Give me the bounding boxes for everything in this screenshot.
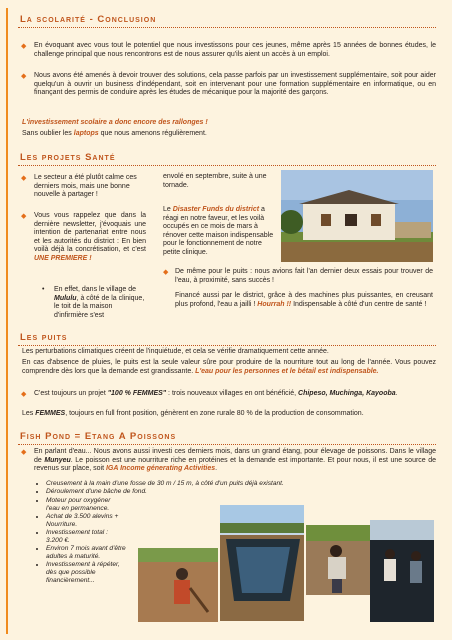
list-item: • Moteur pour oxygéner l'eau en permanence. (46, 497, 126, 513)
clinic-house-photo (281, 170, 433, 262)
list-item: • Déroulement d'une bâche de fond. (46, 488, 406, 496)
sante-p5: Financé aussi par le district, grâce à des machines plus puissantes, en creusant plus profond, l'eau a jailli ! Hourrah !! Indispensable à côté d'un centre de santé ! (175, 292, 433, 308)
heading-fishpond: Fish Pond = Etang A Poissons (20, 431, 177, 442)
bullet-icon: ◆ (21, 175, 27, 182)
bullet-icon: ◆ (21, 391, 27, 398)
scolarite-p4: Sans oublier les laptops que nous amenons régulièrement. (22, 130, 207, 137)
fishpond-list-narrow (36, 497, 126, 585)
heading-puits: Les puits (20, 332, 68, 343)
scolarite-p1: En évoquant avec vous tout le potentiel que nous investissons pour ces jeunes, même après 15 années de bonnes études, le challenge principal que nous rencontrons est de nous assurer qu'ils aient un accès à un emploi. (34, 42, 436, 58)
puits-b1: C'est toujours un projet "100 % FEMMES" : trois nouveaux villages en ont bénéficié, Chipeso, Muchinga, Kayooba. (34, 390, 398, 397)
pond-photo (220, 505, 304, 621)
puits-p2: En cas d'absence de pluies, le puits est la seule valeur sûre pour produire de la nourriture tout au long de l'année. Vous pouvez comprendre dès lors que la demande est grandissante. L'eau pour les personnes et le bétail est indispensable. (22, 359, 436, 375)
sante-b1: Le secteur a été plutôt calme ces derniers mois, mais une bonne nouvelle à partager ! (34, 174, 137, 199)
divider (18, 27, 436, 28)
bullet-icon: • (42, 286, 45, 293)
fishpond-p1: En parlant d'eau... Nous avons aussi investi ces derniers mois, dans un grand étang, pour élevage de poissons. Dans le village de Munyeu. Le poisson est une nourriture riche en protéines et la demande est importante. Et pour nous, il est une source de revenus sur place, soit IGA Income génerating Activities. (34, 448, 437, 473)
sante-sub: En effet, dans le village de Mululu, à côté de la clinique, le toit de la maison d'infirmière s'est (54, 286, 145, 319)
sante-right2: Le Disaster Funds du district a réagi en notre faveur, et les voilà occupés en ce mois de mars à rénover cette maison indispensable pour le fonctionnement de notre petite clinique. (163, 206, 274, 256)
heading-sante: Les projets Santé (20, 152, 116, 163)
list-item: • Environ 7 mois avant d'être adultes à maturité. (46, 545, 126, 561)
heading-scolarite: La scolarité - Conclusion (20, 14, 157, 25)
puits-p3: Les FEMMES, toujours en full front position, génèrent en zone rurale 80 % de la production de consommation. (22, 410, 364, 417)
divider (18, 345, 436, 346)
scolarite-p3: L'investissement scolaire a donc encore des rallonges ! (22, 119, 208, 126)
digging-photo (138, 548, 218, 622)
bullet-icon: ◆ (21, 213, 27, 220)
bullet-icon: ◆ (21, 43, 27, 50)
list-item: • Investissement à répéter, dès que possible financièrement... (46, 561, 126, 585)
list-item: • Creusement à la main d'une fosse de 30 m / 15 m, à côté d'un puits déjà existant. (46, 480, 406, 488)
divider (18, 165, 436, 166)
divider (18, 444, 436, 445)
list-item: • Achat de 3.500 alevins + Nourriture. (46, 513, 126, 529)
list-item: • Investissement total : 3.200 €. (46, 529, 126, 545)
fishpond-list (36, 480, 406, 496)
bullet-icon: ◆ (163, 269, 169, 276)
sante-b3: De même pour le puits : nous avions fait l'an dernier deux essais pour trouver de l'eau, à proximité, sans succès ! (175, 268, 433, 284)
workers-photo (306, 525, 370, 595)
tarp-photo (370, 520, 434, 622)
sante-b2: Vous vous rappelez que dans la dernière newsletter, j'évoquais une intention de partenariat entre nous et les autorités du district : En bien voilà déjà la concrétisation, et c'est UNE PREMIERE ! (34, 212, 146, 262)
bullet-icon: ◆ (21, 73, 27, 80)
sante-right1: envolé en septembre, suite à une tornade. (163, 173, 267, 189)
bullet-icon: ◆ (21, 449, 27, 456)
scolarite-p2: Nous avons été amenés à devoir trouver des solutions, cela passe parfois par un investissement supplémentaire, soit pour aider quelqu'un à ouvrir un business d'indépendant, soit en intervenant pour une formation supplémentaire en informatique, ou en finançant des permis de conduire après les études de mécanique pour la majorité des garçons. (34, 72, 436, 97)
puits-p1: Les perturbations climatiques créent de l'inquiétude, et cela se vérifie dramatiquement cette année. (22, 348, 329, 355)
